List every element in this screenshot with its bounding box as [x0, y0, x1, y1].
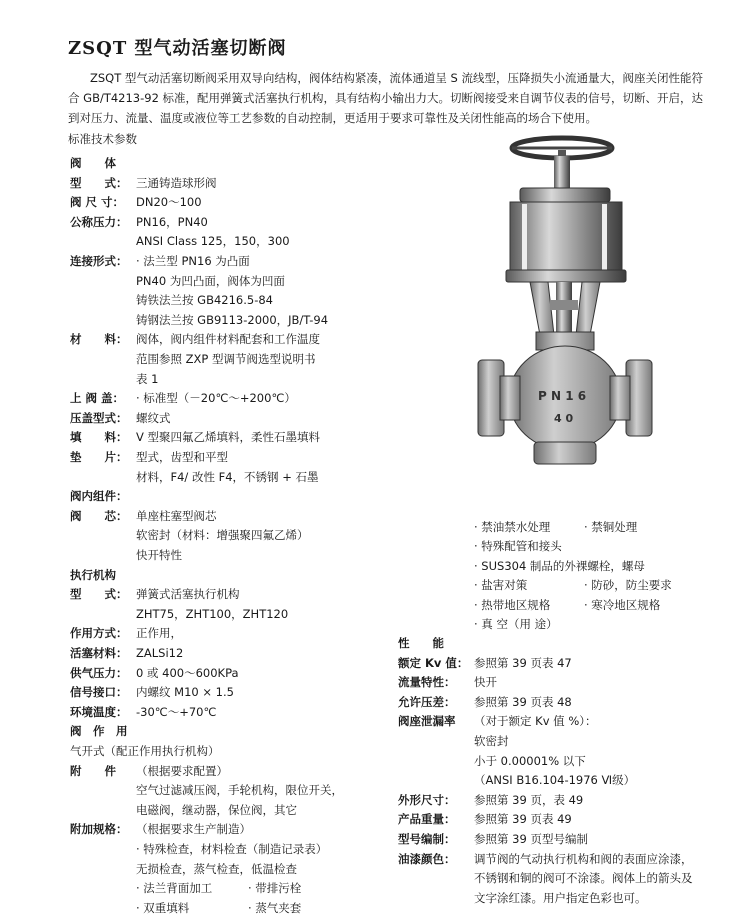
- spec-right-value: 参照第 39 页型号编制: [474, 832, 588, 846]
- spec-left-value: 快开特性: [136, 548, 182, 562]
- spec-left-value: · 法兰型 PN16 为凸面: [136, 254, 250, 268]
- spec-left-value: 正作用，: [136, 626, 182, 641]
- spec-left-label: 作用方式：: [70, 626, 128, 641]
- spec-left-label: 执行机构: [70, 567, 116, 582]
- spec-left-value: 铸铁法兰按 GB4216.5-84: [136, 293, 273, 308]
- spec-left-value: 气开式（配正作用执行机构）: [70, 744, 220, 758]
- spec-right-value: 快开: [474, 675, 497, 690]
- spec-right-label: 产品重量：: [398, 812, 456, 827]
- spec-right-label: 型号编制：: [398, 832, 456, 846]
- spec-left-value: ZALSi12: [136, 646, 184, 660]
- spec-left-value: V 型聚四氟乙烯填料，柔性石墨填料: [136, 430, 321, 445]
- spec-left-value: 内螺纹 M10 × 1.5: [136, 685, 234, 700]
- spec-left-value: 范围参照 ZXP 型调节阀选型说明书: [136, 352, 316, 366]
- spec-left-value: ANSI Class 125，150，300: [136, 234, 290, 249]
- spec-left-value: · 特殊检查，材料检查（制造记录表）: [136, 842, 328, 856]
- spec-left-value: 单座柱塞型阀芯: [136, 508, 217, 523]
- spec-right-value: 参照第 39 页表 47: [474, 655, 572, 670]
- spec-left-label: 信号接口：: [70, 685, 128, 700]
- bullet-item: · 禁铜处理: [584, 520, 638, 534]
- spec-left-label: 材 料：: [70, 332, 128, 347]
- spec-right-value: 文字涂红漆。用户指定色彩也可。: [474, 890, 647, 905]
- spec-left-value: PN16，PN40: [136, 214, 208, 229]
- spec-right-value: 不锈钢和铜的阀可不涂漆。阀体上的箭头及: [474, 871, 693, 886]
- spec-left-label: 型 式：: [70, 587, 128, 602]
- spec-left-value-2: · 蒸气夹套: [248, 900, 302, 915]
- spec-right-label: 允许压差：: [398, 694, 456, 709]
- spec-left-value: 材料，F4/ 改性 F4，不锈钢 + 石墨: [136, 469, 319, 484]
- bullet-item: · SUS304 制品的外裸螺栓，螺母: [474, 558, 645, 573]
- bullet-item: · 寒冷地区规格: [584, 597, 661, 612]
- spec-right-label: 油漆颜色：: [398, 851, 456, 866]
- spec-left-label: 供气压力：: [70, 665, 128, 680]
- spec-right-label: 流量特性：: [398, 675, 456, 690]
- spec-left-value: 空气过滤减压阀，手轮机构，限位开关，: [136, 783, 343, 798]
- spec-right-value: 小于 0.00001% 以下: [474, 753, 586, 768]
- spec-heading: 标准技术参数: [68, 132, 137, 146]
- spec-right-value: 软密封: [474, 734, 509, 748]
- spec-left-label: 附 件: [70, 763, 116, 778]
- spec-left-label: 阀 体: [70, 156, 116, 170]
- bullet-item: · 热带地区规格: [474, 597, 551, 612]
- spec-left-label: 压盖型式：: [70, 410, 128, 425]
- spec-left-label: 阀 尺 寸：: [70, 195, 125, 210]
- spec-left-value: · 双重填料: [136, 900, 190, 915]
- spec-right-value: 参照第 39 页表 49: [474, 812, 572, 827]
- spec-left-label: 附加规格：: [70, 822, 128, 837]
- pneumatic-piston-valve-image: [470, 120, 660, 480]
- spec-left-label: 垫 片：: [70, 450, 128, 464]
- spec-left-value: 螺纹式: [136, 410, 171, 425]
- spec-left-value: ZHT75，ZHT100，ZHT120: [136, 606, 289, 621]
- spec-left-label: 环境温度：: [70, 704, 128, 719]
- spec-right-label: 性 能: [398, 636, 444, 650]
- spec-left-value: 型式，齿型和平型: [136, 450, 228, 464]
- spec-left-value: 阀体，阀内组件材料配套和工作温度: [136, 332, 320, 347]
- spec-right-value: 参照第 39 页，表 49: [474, 792, 584, 807]
- spec-left-value: 三通铸造球形阀: [136, 175, 217, 190]
- spec-left-label: 连接形式：: [70, 254, 128, 268]
- spec-left-label: 型 式：: [70, 175, 128, 190]
- spec-left-value: 0 或 400～600KPa: [136, 665, 239, 680]
- spec-right-value: （ANSI B16.104-1976 Ⅵ级）: [474, 773, 636, 788]
- spec-left-label: 公称压力：: [70, 214, 128, 229]
- spec-right-value: 参照第 39 页表 48: [474, 694, 572, 709]
- valve-size-text: 4 0: [554, 412, 574, 425]
- spec-left-label: 阀 芯：: [70, 508, 128, 523]
- spec-left-value: 无损检查，蒸气检查，低温检查: [136, 861, 297, 876]
- spec-left-value: DN20～100: [136, 195, 202, 210]
- spec-left-value: （根据要求配置）: [136, 763, 228, 778]
- intro-paragraph: ZSQT 型气动活塞切断阀采用双导向结构，阀体结构紧凑，流体通道呈 S 流线型，压降损失小流通量大，阀座关闭性能符合 GB/T4213-92 标准，配用弹簧式活塞执行机构，具有结构小输出力大。切断阀接受来自调节仪表的信号，切断、开启，达到对压力、流量、温度或液位等工艺参数的自动控制，更适用于要求可靠性及关闭性能高的场合下使用。: [68, 71, 704, 125]
- spec-left-value-2: · 带排污栓: [248, 881, 302, 896]
- page-title: ZSQT 型气动活塞切断阀: [68, 38, 287, 59]
- spec-right-label: 外形尺寸：: [398, 792, 456, 807]
- bullet-item: · 防砂，防尘要求: [584, 578, 672, 593]
- bullet-item: · 禁油禁水处理: [474, 520, 551, 534]
- spec-left-value: （根据要求生产制造）: [136, 822, 251, 837]
- bullet-item: · 盐害对策: [474, 578, 528, 593]
- spec-right-label: 阀座泄漏率: [398, 714, 456, 729]
- spec-left-label: 阀内组件：: [70, 489, 128, 504]
- spec-right-label: 额定 Kv 值：: [398, 655, 469, 670]
- spec-left-label: 活塞材料：: [70, 646, 128, 660]
- spec-left-label: 上 阀 盖：: [70, 391, 125, 406]
- bullet-item: · 真 空（用 途）: [474, 617, 558, 631]
- valve-nameplate-text: P N 1 6: [538, 389, 587, 403]
- spec-left-label: 阀 作 用: [70, 724, 128, 739]
- spec-left-value: 弹簧式活塞执行机构: [136, 587, 240, 602]
- spec-right-value: 调节阀的气动执行机构和阀的表面应涂漆，: [474, 851, 693, 866]
- spec-left-value: · 法兰背面加工: [136, 881, 213, 896]
- bullet-item: · 特殊配管和接头: [474, 539, 562, 554]
- spec-left-value: · 标准型（－20℃～+200℃）: [136, 391, 296, 406]
- spec-left-value: 软密封（材料：增强聚四氟乙烯）: [136, 528, 309, 543]
- spec-left-value: 表 1: [136, 371, 159, 386]
- spec-left-value: PN40 为凹凸面，阀体为凹面: [136, 273, 285, 288]
- spec-left-value: 铸钢法兰按 GB9113-2000，JB/T-94: [136, 312, 329, 327]
- spec-left-value: -30℃～+70℃: [136, 704, 217, 719]
- spec-left-label: 填 料：: [70, 430, 128, 445]
- spec-right-value: （对于额定 Kv 值 %）：: [474, 714, 597, 729]
- spec-left-value: 电磁阀，继动器，保位阀，其它: [136, 802, 297, 817]
